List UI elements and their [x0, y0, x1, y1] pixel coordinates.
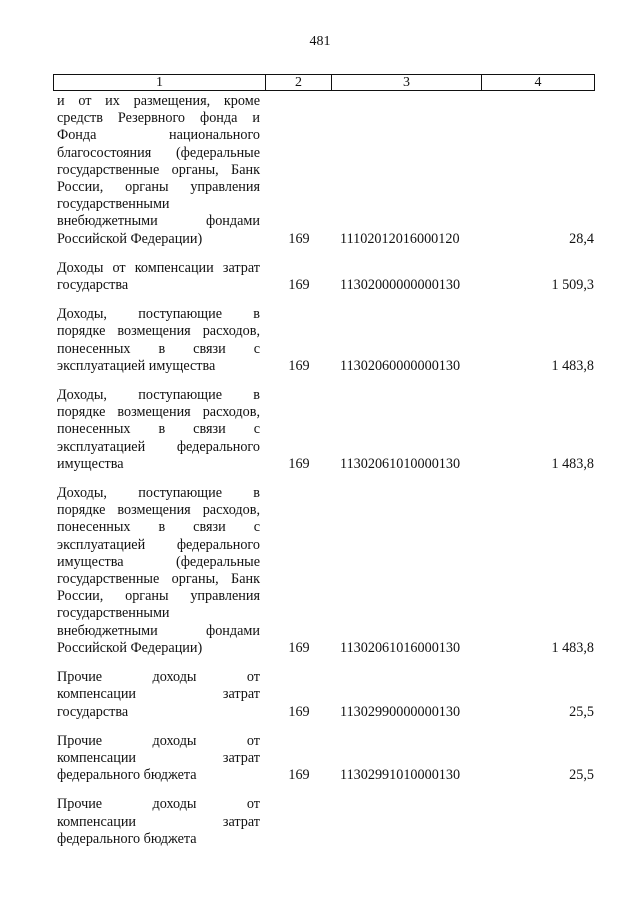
description-line: эксплуатацией имущества	[57, 357, 216, 374]
row-amount: 25,5	[569, 767, 594, 784]
description-line: Российской Федерации)	[57, 639, 203, 656]
row-kbk-code: 11302990000000130	[340, 703, 461, 720]
table-row	[57, 796, 594, 848]
description-line: и от их размещения, кроме	[57, 93, 260, 109]
row-admin-code: 169	[288, 640, 310, 657]
row-admin-code: 169	[288, 456, 310, 473]
row-description	[57, 93, 260, 248]
row-description	[57, 306, 260, 375]
description-line: компенсации затрат	[57, 813, 260, 830]
table-header	[53, 74, 595, 91]
description-line: понесенных в связи с	[57, 519, 260, 536]
description-line: государственные органы, Банк	[57, 571, 260, 588]
description-line: Доходы от компенсации затрат	[57, 259, 260, 276]
description-line: государства	[57, 277, 129, 294]
description-line: средств Резервного фонда и	[57, 110, 260, 127]
row-amount: 1 483,8	[551, 640, 594, 657]
header-col-3: 3	[332, 75, 482, 90]
row-kbk-code: 11302061010000130	[340, 456, 461, 473]
row-kbk-code: 11302060000000130	[340, 358, 461, 375]
description-line: Прочие доходы от	[57, 669, 260, 686]
row-admin-code: 169	[288, 358, 310, 375]
description-line: федерального бюджета	[57, 767, 197, 784]
description-line: Прочие доходы от	[57, 732, 260, 749]
row-amount: 1 483,8	[551, 456, 594, 473]
header-col-2: 2	[266, 75, 332, 90]
header-col-4: 4	[534, 75, 542, 90]
row-kbk-code: 11302991010000130	[340, 767, 461, 784]
description-line: благосостояния (федеральные	[57, 144, 260, 161]
row-description	[57, 733, 260, 785]
description-line: Доходы, поступающие в	[57, 306, 260, 323]
row-description	[57, 796, 260, 848]
row-description	[57, 485, 260, 657]
row-kbk-code: 11302061016000130	[340, 640, 461, 657]
description-line: имущества (федеральные	[57, 553, 260, 570]
description-line: имущества	[57, 455, 124, 472]
description-line: порядке возмещения расходов,	[57, 502, 260, 519]
table-row	[57, 669, 594, 721]
table-row	[57, 733, 594, 785]
description-line: эксплуатацией федерального	[57, 536, 260, 553]
description-line: Доходы, поступающие в	[57, 485, 260, 502]
description-line: понесенных в связи с	[57, 421, 260, 438]
table-row	[57, 306, 594, 375]
page-number: 481	[309, 34, 331, 49]
description-line: государства	[57, 703, 129, 720]
description-line: Российской Федерации)	[57, 230, 203, 247]
description-line: эксплуатацией федерального	[57, 438, 260, 455]
header-col-1: 1	[54, 75, 266, 90]
description-line: государственные органы, Банк	[57, 161, 260, 178]
description-line: порядке возмещения расходов,	[57, 404, 260, 421]
table-row	[57, 93, 594, 248]
table-body	[57, 93, 594, 860]
row-description	[57, 669, 260, 721]
row-admin-code: 169	[288, 703, 310, 720]
description-line: федерального бюджета	[57, 830, 197, 847]
description-line: Прочие доходы от	[57, 796, 260, 813]
description-line: Доходы, поступающие в	[57, 387, 260, 404]
description-line: компенсации затрат	[57, 749, 260, 766]
row-amount: 28,4	[569, 230, 594, 247]
description-line: внебюджетными фондами	[57, 213, 260, 230]
description-line: компенсации затрат	[57, 686, 260, 703]
description-line: порядке возмещения расходов,	[57, 323, 260, 340]
table-row	[57, 485, 594, 657]
description-line: России, органы управления	[57, 179, 260, 196]
table-row	[57, 387, 594, 473]
row-amount: 25,5	[569, 703, 594, 720]
table-row	[57, 260, 594, 294]
row-description	[57, 260, 260, 294]
row-kbk-code: 11302000000000130	[340, 277, 461, 294]
row-amount: 1 483,8	[551, 358, 594, 375]
description-line: России, органы управления	[57, 588, 260, 605]
description-line: Фонда национального	[57, 127, 260, 144]
description-line: внебюджетными фондами	[57, 622, 260, 639]
description-line: государственными	[57, 196, 170, 213]
row-description	[57, 387, 260, 473]
row-kbk-code: 11102012016000120	[340, 230, 460, 247]
row-admin-code: 169	[288, 767, 310, 784]
description-line: государственными	[57, 605, 170, 622]
row-admin-code: 169	[288, 277, 310, 294]
row-admin-code: 169	[288, 230, 310, 247]
description-line: понесенных в связи с	[57, 340, 260, 357]
row-amount: 1 509,3	[551, 277, 594, 294]
